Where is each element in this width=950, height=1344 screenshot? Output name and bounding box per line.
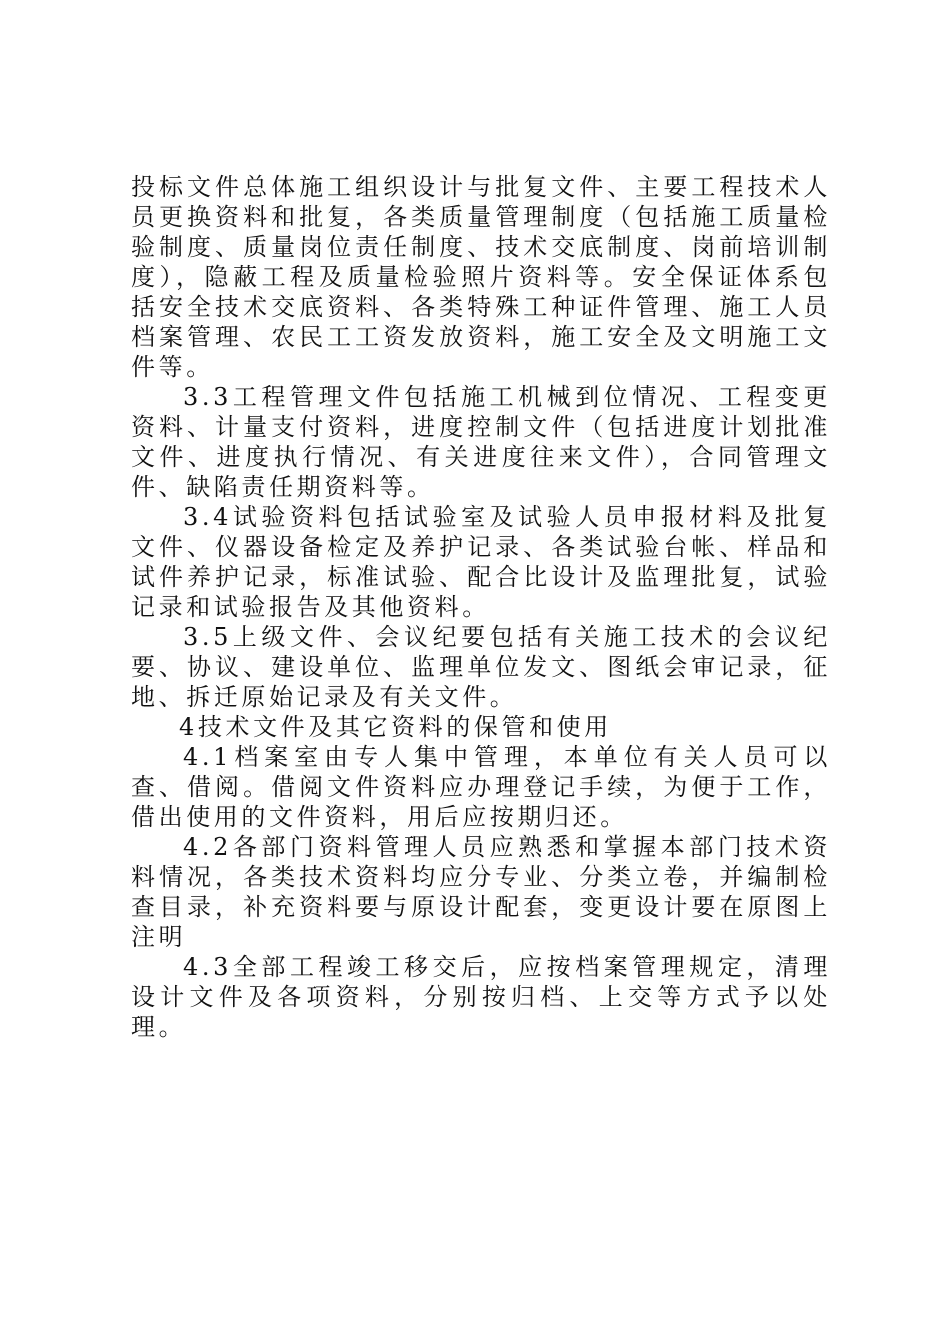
paragraph-3-5: 3.5上级文件、会议纪要包括有关施工技术的会议纪要、协议、建设单位、监理单位发文、图纸会审记录，征地、拆迁原始记录及有关文件。: [131, 623, 831, 711]
section-heading-4: 4技术文件及其它资料的保管和使用: [179, 713, 612, 741]
document-body: [131, 172, 831, 1042]
paragraph-4-3: 4.3全部工程竣工移交后，应按档案管理规定，清理设计文件及各项资料，分别按归档、上交等方式予以处理。: [131, 953, 831, 1041]
paragraph-4-2: 4.2各部门资料管理人员应熟悉和掌握本部门技术资料情况，各类技术资料均应分专业、分类立卷，并编制检查目录，补充资料要与原设计配套，变更设计要在原图上注明: [131, 833, 831, 951]
paragraph-4-1: 4.1档案室由专人集中管理，本单位有关人员可以查、借阅。借阅文件资料应办理登记手续，为便于工作，借出使用的文件资料，用后应按期归还。: [131, 743, 831, 831]
paragraph-intro: 投标文件总体施工组织设计与批复文件、主要工程技术人员更换资料和批复，各类质量管理制度（包括施工质量检验制度、质量岗位责任制度、技术交底制度、岗前培训制度），隐蔽工程及质量检验照片资料等。安全保证体系包括安全技术交底资料、各类特殊工种证件管理、施工人员档案管理、农民工工资发放资料，施工安全及文明施工文件等。: [131, 173, 831, 381]
paragraph-3-4: 3.4试验资料包括试验室及试验人员申报材料及批复文件、仪器设备检定及养护记录、各类试验台帐、样品和试件养护记录，标准试验、配合比设计及监理批复，试验记录和试验报告及其他资料。: [131, 503, 831, 621]
paragraph-3-3: 3.3工程管理文件包括施工机械到位情况、工程变更资料、计量支付资料，进度控制文件（包括进度计划批准文件、进度执行情况、有关进度往来文件），合同管理文件、缺陷责任期资料等。: [131, 383, 831, 501]
